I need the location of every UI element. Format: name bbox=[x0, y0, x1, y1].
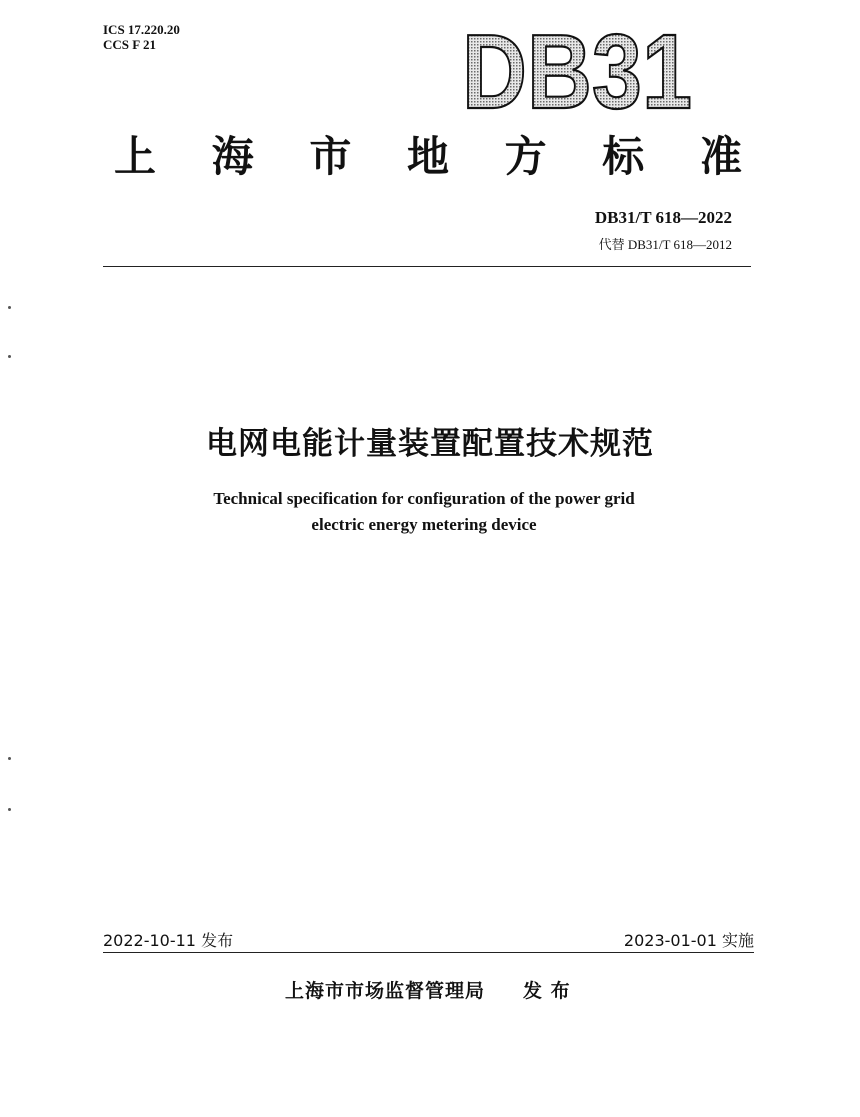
title-en-line: Technical specification for configuration of the power grid bbox=[213, 489, 635, 508]
scan-speck bbox=[8, 355, 11, 358]
standard-type-char: 海 bbox=[211, 132, 254, 181]
classification-codes bbox=[103, 22, 180, 52]
document-title-en bbox=[0, 486, 848, 538]
title-en-line: electric energy metering device bbox=[311, 515, 537, 534]
standard-type bbox=[114, 132, 742, 182]
standard-type-char: 市 bbox=[309, 132, 352, 181]
scan-speck bbox=[8, 306, 11, 309]
issuing-authority bbox=[285, 976, 571, 1003]
scan-speck bbox=[8, 808, 11, 811]
standard-type-char: 标 bbox=[602, 132, 645, 181]
header-divider bbox=[103, 266, 751, 267]
ccs-code: CCS F 21 bbox=[103, 37, 156, 52]
issuer-name: 上海市市场监督管理局 bbox=[285, 980, 486, 1002]
ics-code: ICS 17.220.20 bbox=[103, 22, 180, 37]
standard-type-char: 方 bbox=[504, 132, 547, 181]
standard-type-char: 地 bbox=[406, 132, 449, 181]
publish-date: 2022-10-11 发布 bbox=[103, 931, 234, 950]
implement-date: 2023-01-01 实施 bbox=[623, 931, 754, 950]
standard-type-char: 上 bbox=[114, 132, 157, 181]
scan-speck bbox=[8, 757, 11, 760]
logo-text: DB31 bbox=[462, 13, 692, 131]
footer-divider bbox=[103, 952, 754, 953]
issue-word: 发 布 bbox=[523, 980, 571, 1002]
standard-type-char: 准 bbox=[699, 132, 742, 181]
document-title-cn: 电网电能计量装置配置技术规范 bbox=[206, 426, 654, 462]
replaces-standard: 代替 DB31/T 618—2012 bbox=[598, 237, 732, 252]
db31-logo bbox=[462, 13, 694, 131]
standard-number: DB31/T 618—2022 bbox=[594, 208, 732, 227]
